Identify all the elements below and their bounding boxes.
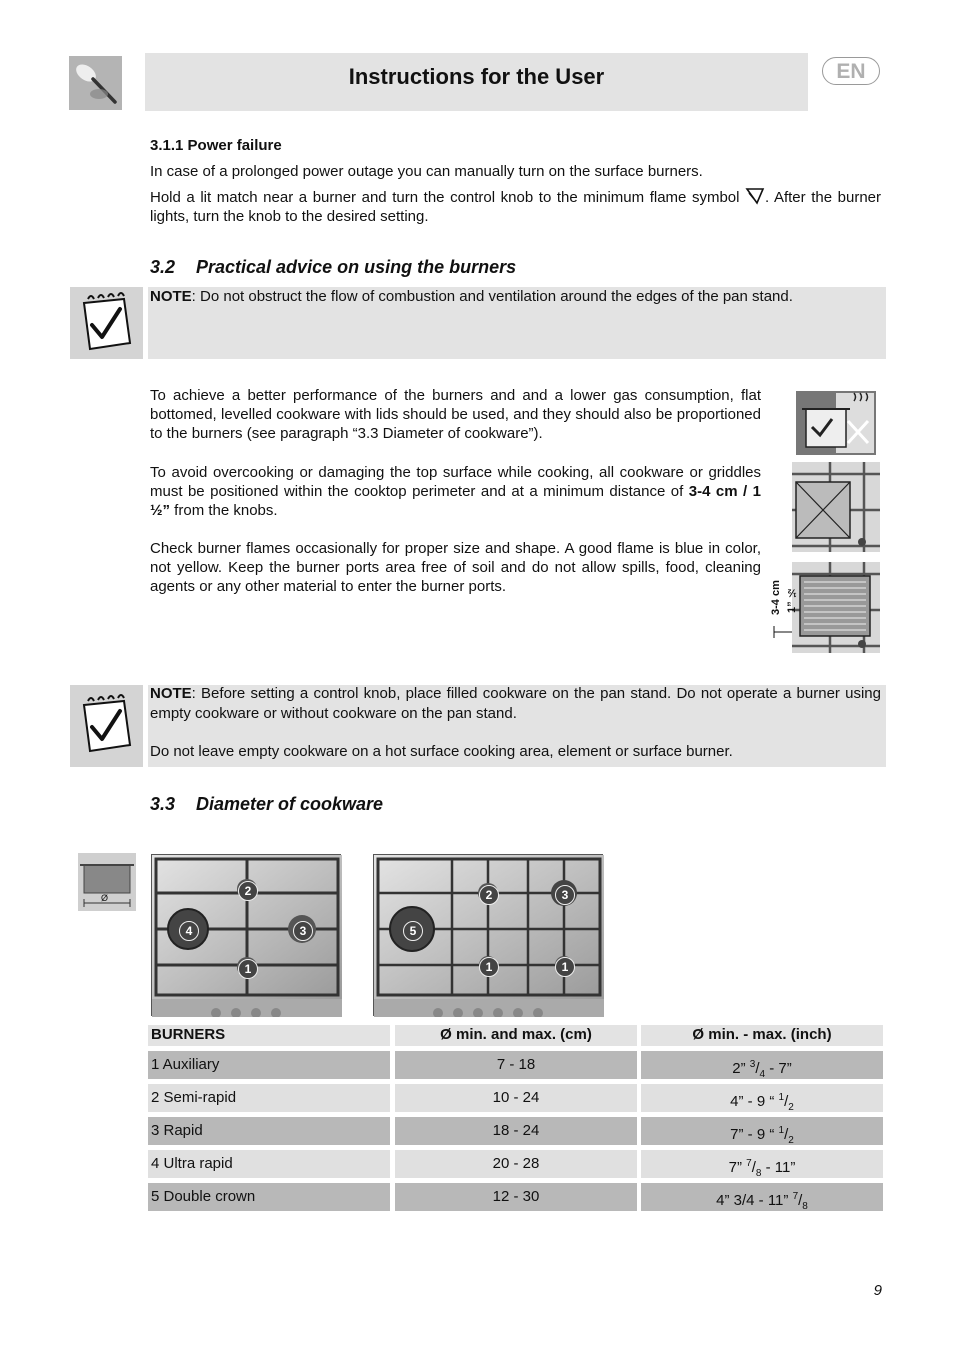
- note-1-text: NOTE: Do not obstruct the flow of combustion and ventilation around the edges of the pan stand.: [150, 288, 793, 305]
- page-title: Instructions for the User: [348, 64, 605, 89]
- hob-5-burner-illustration: [373, 854, 603, 1016]
- power-failure-heading: 3.1.1 Power failure: [150, 137, 282, 154]
- pot-with-lid-illustration: [796, 391, 876, 455]
- table-cell-cm: 20 - 28: [395, 1150, 637, 1178]
- table-cell-inch: 2” $^3/_4 - 7$”: [641, 1051, 883, 1079]
- table-cell-inch: 7” $^7/_8 - 11$”: [641, 1150, 883, 1178]
- hob1-burner-label: 4: [179, 921, 199, 941]
- hob2-burner-label: 1: [555, 957, 575, 977]
- table-header: Ø min. - max. (inch): [641, 1025, 883, 1046]
- table-header: BURNERS: [148, 1025, 390, 1046]
- dimension-arrow-icon: [772, 626, 792, 638]
- table-cell-burner: 1 Auxiliary: [148, 1051, 390, 1079]
- table-cell-burner: 5 Double crown: [148, 1183, 390, 1211]
- dimension-label-cm: 3-4 cm: [770, 580, 782, 615]
- note-2-text: NOTE: Before setting a control knob, place filled cookware on the pan stand. Do not operate a burner using empty cookware or without cookware on the pan stand.: [150, 685, 881, 722]
- table-cell-inch: 7” - 9 “ $^1/_2$: [641, 1117, 883, 1145]
- power-failure-paragraph-1: In case of a prolonged power outage you can manually turn on the surface burners.: [150, 163, 703, 180]
- table-cell-burner: 2 Semi-rapid: [148, 1084, 390, 1112]
- spoon-icon: [69, 56, 122, 110]
- advice-paragraph-2: To avoid overcooking or damaging the top surface while cooking, all cookware or griddles must be positioned within the cooktop perimeter and at a minimum distance of 3-4 cm / 1 ½” from the knobs.: [150, 464, 761, 519]
- note-icon-box-2: [70, 685, 143, 767]
- note-2-paragraph-2: Do not leave empty cookware on a hot surface cooking area, element or surface burner.: [150, 743, 733, 760]
- hob1-burner-label: 1: [238, 959, 258, 979]
- griddle-wrong-illustration: [792, 462, 880, 552]
- hob-4-burner-illustration: [151, 854, 341, 1016]
- section-3-3-heading: 3.3 Diameter of cookware: [150, 794, 384, 814]
- pot-diameter-icon-box: [78, 853, 136, 911]
- section-3-2-heading: 3.2 Practical advice on using the burners: [150, 257, 517, 277]
- table-cell-burner: 3 Rapid: [148, 1117, 390, 1145]
- advice-paragraph-3: Check burner flames occasionally for proper size and shape. A good flame is blue in color, not yellow. Keep the burner ports area free of soil and do not allow spills, food, cleaning agents or any other material to enter the burner ports.: [150, 540, 761, 595]
- note-icon-box: [70, 287, 143, 359]
- table-cell-cm: 7 - 18: [395, 1051, 637, 1079]
- minimum-flame-icon: [745, 187, 765, 205]
- hob1-burner-label: 2: [238, 881, 258, 901]
- table-cell-inch: 4” 3/4 - 11” $^7/_8$: [641, 1183, 883, 1211]
- diameter-symbol: Ø: [101, 893, 109, 903]
- table-header: Ø min. and max. (cm): [395, 1025, 637, 1046]
- chef-logo: [69, 56, 122, 110]
- table-cell-cm: 12 - 30: [395, 1183, 637, 1211]
- hob2-burner-label: 2: [479, 885, 499, 905]
- hob2-burner-label: 3: [555, 885, 575, 905]
- table-cell-inch: 4” - 9 “ $^1/_2$: [641, 1084, 883, 1112]
- hob2-burner-label: 5: [403, 921, 423, 941]
- advice-paragraph-1: To achieve a better performance of the burners and and a lower gas consumption, flat bottomed, levelled cookware with lids should be used, and they should also be proportioned to the burners (see paragraph “3.3 Diameter of cookware”).: [150, 387, 761, 442]
- page-number: 9: [873, 1282, 882, 1299]
- hob2-burner-label: 1: [479, 957, 499, 977]
- table-cell-cm: 18 - 24: [395, 1117, 637, 1145]
- griddle-correct-illustration: [792, 562, 880, 653]
- table-cell-cm: 10 - 24: [395, 1084, 637, 1112]
- language-badge: EN: [822, 57, 880, 85]
- hob1-burner-label: 3: [293, 921, 313, 941]
- power-failure-paragraph-2: Hold a lit match near a burner and turn the control knob to the minimum flame symbol . After the burner lights, turn the knob to the desired setting.: [150, 189, 882, 225]
- notepad-check-icon: [70, 287, 143, 359]
- dimension-label-inch: 1” ½: [786, 586, 798, 613]
- notepad-check-icon: [70, 685, 143, 767]
- table-cell-burner: 4 Ultra rapid: [148, 1150, 390, 1178]
